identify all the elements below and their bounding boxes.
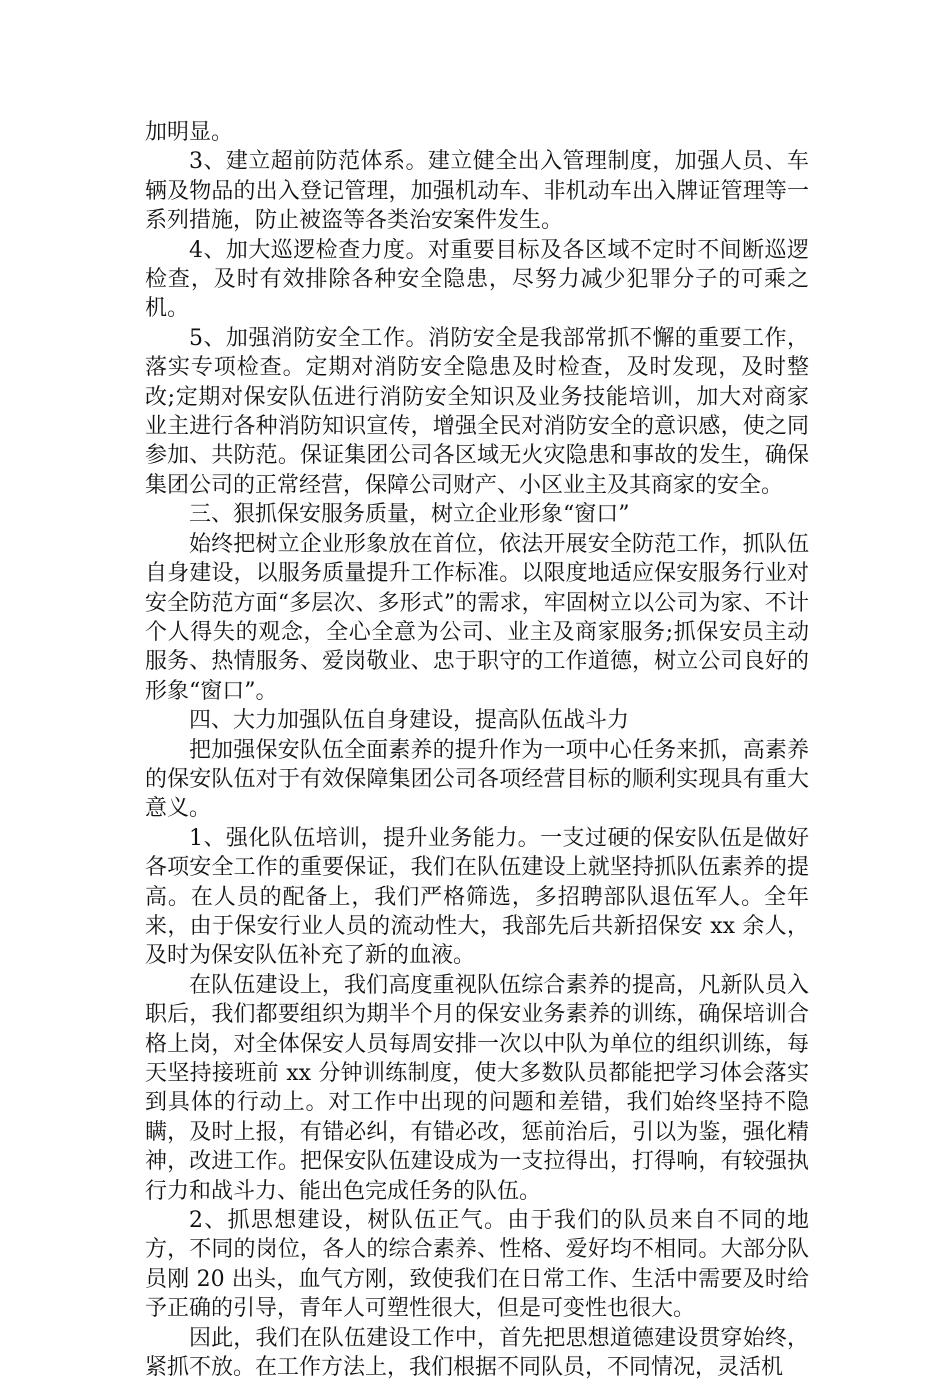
paragraph-section-4-intro: 把加强保安队伍全面素养的提升作为一项中心任务来抓，高素养的保安队伍对于有效保障集团公司各项经营目标的顺利实现具有重大意义。 [145, 737, 809, 822]
paragraph-item-5: 5、加强消防安全工作。消防安全是我部常抓不懈的重要工作，落实专项检查。定期对消防安全隐患及时检查，及时发现，及时整改;定期对保安队伍进行消防安全知识及业务技能培训，加大对商家业主进行各种消防知识宣传，增强全民对消防安全的意识感，使之同参加、共防范。保证集团公司各区域无火灾隐患和事故的发生，确保集团公司的正常经营，保障公司财产、小区业主及其商家的安全。 [145, 325, 809, 498]
section-heading-3: 三、狠抓保安服务质量，树立企业形象“窗口” [189, 502, 630, 528]
paragraph-team-building: 在队伍建设上，我们高度重视队伍综合素养的提高，凡新队员入职后，我们都要组织为期半个月的保安业务素养的训练，确保培训合格上岗，对全体保安人员每周安排一次以中队为单位的组织训练，每天坚持接班前 xx 分钟训练制度，使大多数队员都能把学习体会落实到具体的行动上。对工作中出现的问题和差错，我们始终坚持不隐瞒，及时上报，有错必纠，有错必改，惩前治后，引以为鉴，强化精神，改进工作。把保安队伍建设成为一支拉得出，打得响，有较强执行力和战斗力、能出色完成任务的队伍。 [145, 972, 809, 1204]
paragraph-section-3-body: 始终把树立企业形象放在首位，依法开展安全防范工作，抓队伍自身建设，以服务质量提升工作标准。以限度地适应保安服务行业对安全防范方面“多层次、多形式”的需求，牢固树立以公司为家、不计个人得失的观念，全心全意为公司、业主及商家服务;抓保安员主动服务、热情服务、爱岗敬业、忠于职守的工作道德，树立公司良好的形象“窗口”。 [145, 531, 809, 704]
section-heading-4: 四、大力加强队伍自身建设，提高队伍战斗力 [189, 708, 630, 734]
paragraph-item-4: 4、加大巡逻检查力度。对重要目标及各区域不定时不间断巡逻检查，及时有效排除各种安全隐患，尽努力减少犯罪分子的可乘之机。 [145, 237, 809, 322]
document-page [145, 118, 809, 1382]
paragraph-training: 1、强化队伍培训，提升业务能力。一支过硬的保安队伍是做好各项安全工作的重要保证，我们在队伍建设上就坚持抓队伍素养的提高。在人员的配备上，我们严格筛选，多招聘部队退伍军人。全年来，由于保安行业人员的流动性大，我部先后共新招保安 xx 余人，及时为保安队伍补充了新的血液。 [145, 825, 809, 969]
paragraph-item-3: 3、建立超前防范体系。建立健全出入管理制度，加强人员、车辆及物品的出入登记管理，加强机动车、非机动车出入牌证管理等一系列措施，防止被盗等各类治安案件发生。 [145, 149, 809, 234]
paragraph-continuation: 加明显。 [145, 120, 234, 145]
paragraph-therefore: 因此，我们在队伍建设工作中，首先把思想道德建设贯穿始终，紧抓不放。在工作方法上，我们根据不同队员，不同情况，灵活机 [145, 1325, 809, 1381]
paragraph-ideology: 2、抓思想建设，树队伍正气。由于我们的队员来自不同的地方，不同的岗位，各人的综合素养、性格、爱好均不相同。大部分队员刚 20 出头，血气方刚，致使我们在日常工作、生活中需要及时给予正确的引导，青年人可塑性很大，但是可变性也很大。 [145, 1208, 809, 1322]
